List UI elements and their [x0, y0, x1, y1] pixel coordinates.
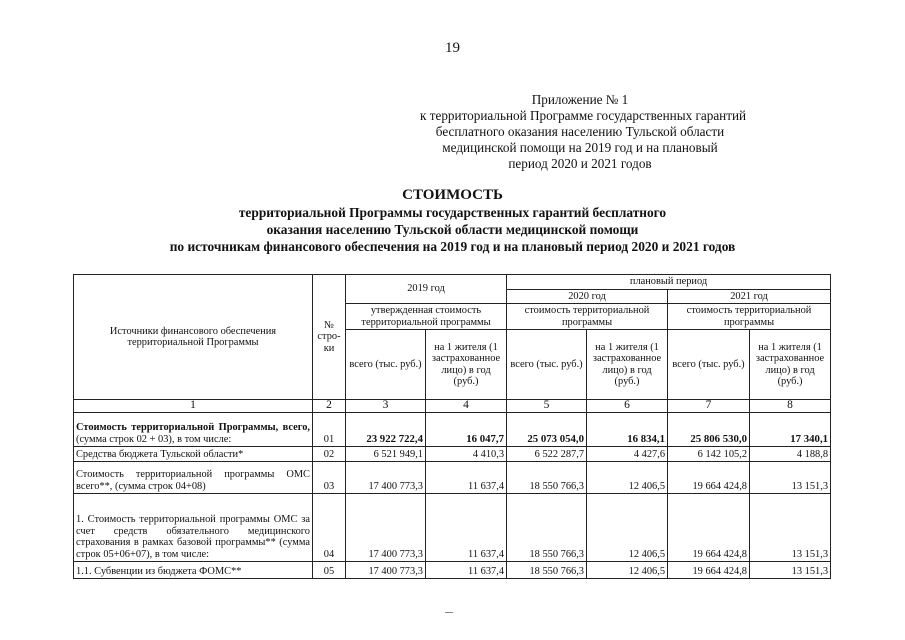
column-number: 6 — [587, 400, 668, 413]
title-line: по источникам финансового обеспечения на 2019 год и на плановый период 2020 и 2021 годов — [169, 239, 736, 254]
table-row — [74, 462, 831, 494]
cell-per-resident-2021: 13 151,3 — [750, 562, 831, 579]
header-planned-period: плановый период — [507, 275, 831, 290]
cell-total-2021: 19 664 424,8 — [668, 462, 750, 494]
appendix-line: Приложение № 1 — [531, 92, 629, 107]
row-code: 03 — [313, 462, 346, 494]
header-total-2021: всего (тыс. руб.) — [668, 330, 750, 400]
cell-total-2021: 25 806 530,0 — [668, 413, 750, 447]
cell-per-resident-2019: 4 410,3 — [426, 447, 507, 462]
row-label — [74, 562, 313, 579]
cell-total-2019: 17 400 773,3 — [346, 462, 426, 494]
cell-total-2020: 18 550 766,3 — [507, 494, 587, 562]
row-label — [74, 413, 313, 447]
title-main: СТОИМОСТЬ — [402, 187, 503, 203]
title-line: территориальной Программы государственных гарантий бесплатного — [238, 205, 667, 220]
scan-mark — [445, 612, 453, 613]
cell-per-resident-2021: 13 151,3 — [750, 462, 831, 494]
cell-total-2020: 25 073 054,0 — [507, 413, 587, 447]
header-source: Источники финансового обеспечения территориальной Программы — [74, 275, 313, 400]
column-number: 3 — [346, 400, 426, 413]
table-row — [74, 447, 831, 462]
cell-total-2019: 17 400 773,3 — [346, 562, 426, 579]
table-row — [74, 494, 831, 562]
cell-per-resident-2019: 11 637,4 — [426, 462, 507, 494]
header-2020: 2020 год — [507, 289, 668, 304]
cell-total-2019: 17 400 773,3 — [346, 494, 426, 562]
title-line: оказания населению Тульской области медицинской помощи — [266, 222, 639, 237]
row-label-text: (сумма строк 02 + 03), в том числе: — [76, 433, 232, 445]
header-total-2019: всего (тыс. руб.) — [346, 330, 426, 400]
cell-total-2019: 23 922 722,4 — [346, 413, 426, 447]
cell-per-resident-2019: 11 637,4 — [426, 494, 507, 562]
appendix-line: бесплатного оказания населению Тульской области — [435, 124, 725, 139]
cell-per-resident-2020: 16 834,1 — [587, 413, 668, 447]
table-row — [74, 413, 831, 447]
column-number: 1 — [74, 400, 313, 413]
cell-total-2021: 19 664 424,8 — [668, 494, 750, 562]
cell-total-2019: 6 521 949,1 — [346, 447, 426, 462]
row-label-text: 1.1. Субвенции из бюджета ФОМС** — [76, 565, 242, 577]
cell-per-resident-2021: 17 340,1 — [750, 413, 831, 447]
header-cost-2020: стоимость территориальной программы — [507, 304, 668, 330]
cell-per-resident-2019: 11 637,4 — [426, 562, 507, 579]
page-number: 19 — [445, 40, 460, 56]
cell-per-resident-2020: 12 406,5 — [587, 494, 668, 562]
header-cost-2021: стоимость территориальной программы — [668, 304, 831, 330]
column-number: 4 — [426, 400, 507, 413]
row-code: 05 — [313, 562, 346, 579]
header-per-resident-2019: на 1 жителя (1 застрахованное лицо) в год (руб.) — [426, 330, 507, 400]
row-code: 02 — [313, 447, 346, 462]
row-label-bold: Стоимость территориальной Программы, всего, — [76, 422, 310, 433]
appendix-line: к территориальной Программе государственных гарантий — [420, 108, 747, 123]
cell-per-resident-2020: 12 406,5 — [587, 562, 668, 579]
row-label — [74, 462, 313, 494]
column-number: 7 — [668, 400, 750, 413]
row-label-text: 1. Стоимость территориальной программы ОМС за счет средств обязательного медицинского страхования в рамках базовой программы** (сумма строк 05+06+07), в том числе: — [76, 514, 310, 560]
cell-total-2020: 6 522 287,7 — [507, 447, 587, 462]
row-label-text: Стоимость территориальной программы ОМС всего**, (сумма строк 04+08) — [76, 469, 310, 492]
cell-total-2020: 18 550 766,3 — [507, 462, 587, 494]
appendix-note — [420, 92, 747, 172]
cell-total-2021: 19 664 424,8 — [668, 562, 750, 579]
row-label-text: Средства бюджета Тульской области* — [76, 448, 244, 460]
column-number: 5 — [507, 400, 587, 413]
document-title — [0, 186, 905, 255]
header-per-resident-2020: на 1 жителя (1 застрахованное лицо) в год (руб.) — [587, 330, 668, 400]
cost-table — [73, 274, 831, 579]
row-code: 01 — [313, 413, 346, 447]
header-approved-cost: утвержденная стоимость территориальной программы — [346, 304, 507, 330]
table-row — [74, 562, 831, 579]
row-label — [74, 494, 313, 562]
header-per-resident-2021: на 1 жителя (1 застрахованное лицо) в год (руб.) — [750, 330, 831, 400]
appendix-line: медицинской помощи на 2019 год и на плановый — [442, 140, 718, 155]
cell-per-resident-2020: 12 406,5 — [587, 462, 668, 494]
header-total-2020: всего (тыс. руб.) — [507, 330, 587, 400]
appendix-line: период 2020 и 2021 годов — [508, 156, 652, 171]
header-row-no: № стро-ки — [313, 275, 346, 400]
row-code: 04 — [313, 494, 346, 562]
cell-per-resident-2019: 16 047,7 — [426, 413, 507, 447]
header-2021: 2021 год — [668, 289, 831, 304]
cell-per-resident-2021: 4 188,8 — [750, 447, 831, 462]
row-label — [74, 447, 313, 462]
cell-total-2021: 6 142 105,2 — [668, 447, 750, 462]
cell-per-resident-2020: 4 427,6 — [587, 447, 668, 462]
column-number: 2 — [313, 400, 346, 413]
header-2019: 2019 год — [346, 275, 507, 304]
cell-total-2020: 18 550 766,3 — [507, 562, 587, 579]
cell-per-resident-2021: 13 151,3 — [750, 494, 831, 562]
column-number: 8 — [750, 400, 831, 413]
